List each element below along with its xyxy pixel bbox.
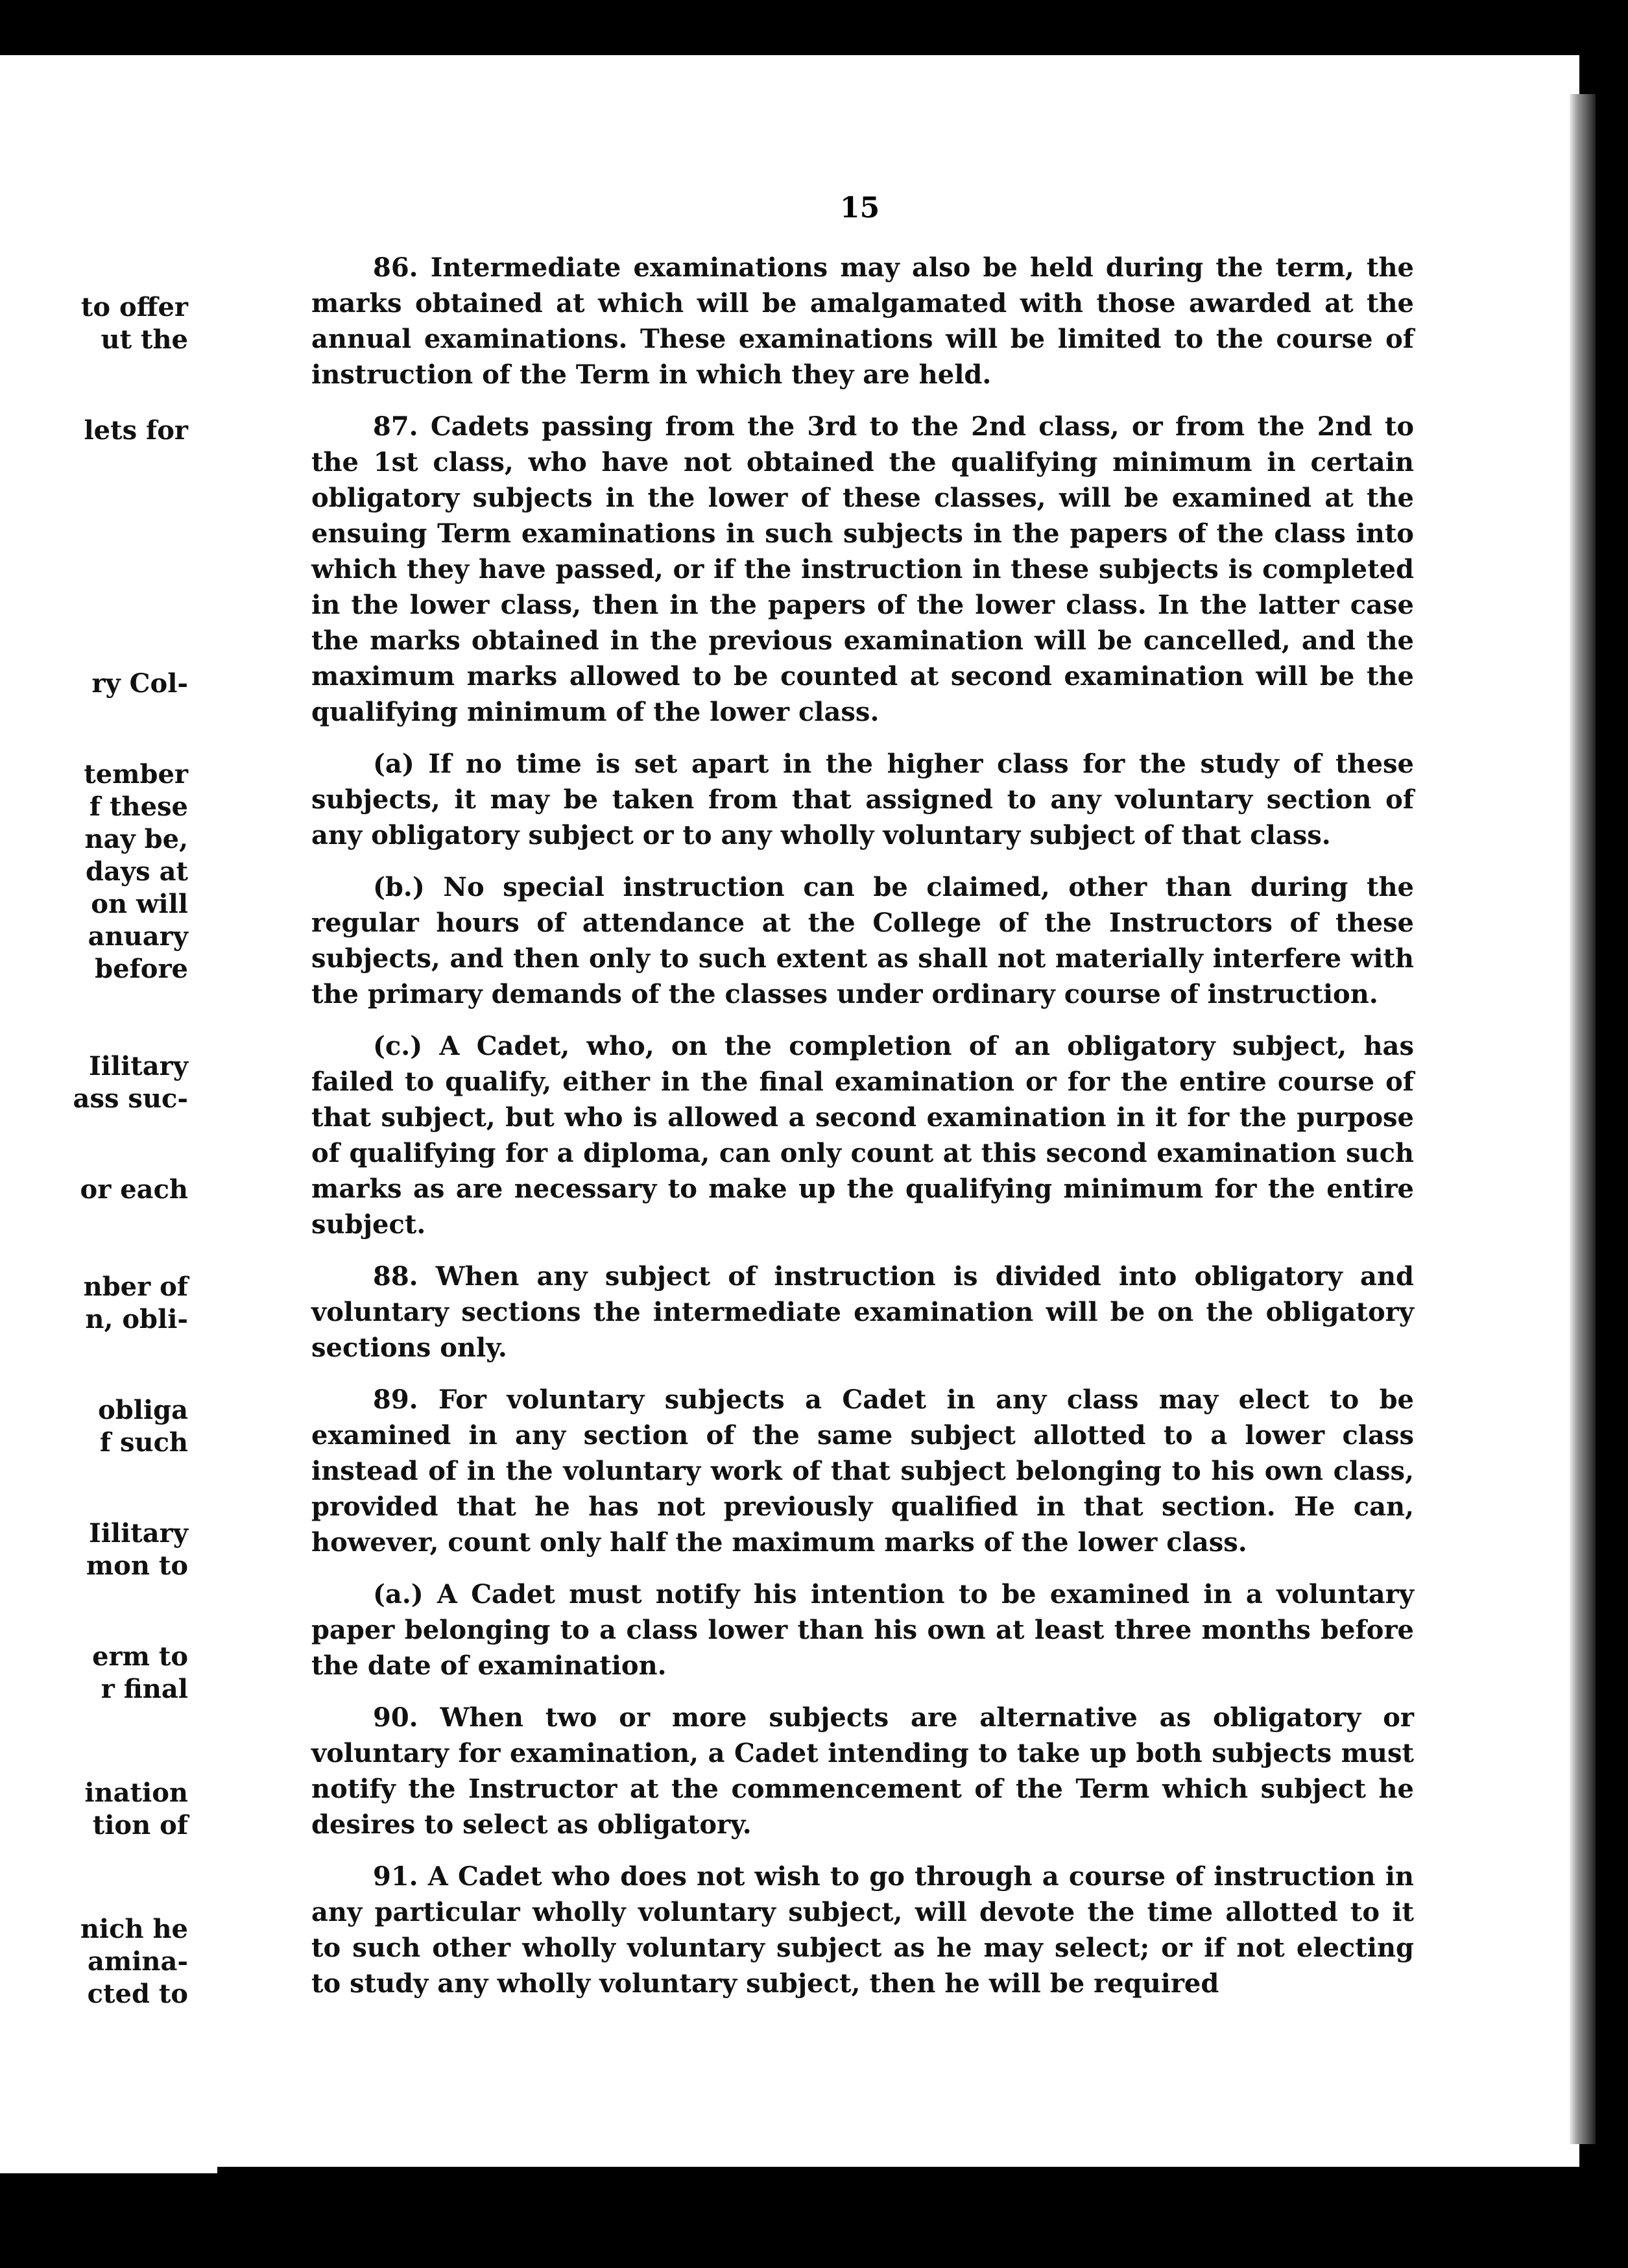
left-fragment: to offer [80,292,188,322]
left-fragment: or each [80,1174,188,1205]
left-fragment: nber of [83,1272,188,1302]
left-fragment: mon to [86,1550,188,1581]
paragraph-88: 88. When any subject of instruction is divided into obligatory and voluntary sections the intermediate examination will be on the obligatory sections only. [311,1261,1414,1363]
paragraph-91: 91. A Cadet who does not wish to go through a course of instruction in any particular wholly voluntary subject, will devote the time allotted to it to such other wholly voluntary subject as he may select; or if not electing to study any wholly voluntary subject, then he will be required [311,1861,1414,1999]
left-fragment: ry Col- [91,668,188,699]
left-fragment: ass suc- [73,1083,188,1114]
left-fragment: f these [89,791,188,822]
page-number: 15 [840,191,880,224]
left-fragment: cted to [87,1979,188,2009]
left-fragment: Iilitary [88,1051,188,1081]
left-fragment: f such [99,1427,188,1458]
left-fragment: amina- [87,1946,188,1977]
left-fragment: anuary [88,921,188,952]
left-fragment: ut the [101,324,188,355]
left-fragment: erm to [92,1641,188,1672]
right-page [217,55,1579,2167]
paragraph-86: 86. Intermediate examinations may also be held during the term, the marks obtained at which will be amalgamated with those awarded at the annual examinations. These examinations will be limited to the course of instruction of the Term in which they are held. [311,252,1414,390]
left-fragment: r final [101,1674,188,1704]
subparagraph-87b: (b.) No special instruction can be claimed, other than during the regular hours of attendance at the College of the Instructors of these subjects, and then only to such extent as shall not materially interfere with the primary demands of the classes under ordinary course of instruction. [311,872,1414,1009]
left-fragment: on will [91,889,188,919]
subparagraph-87c: (c.) A Cadet, who, on the completion of an obligatory subject, has failed to qualify, either in the final examination or for the entire course of that subject, but who is allowed a second examination in it for the purpose of qualifying for a diploma, can only count at this second examination such marks as are necessary to make up the qualifying minimum for the entire subject. [311,1031,1414,1240]
left-fragment: before [95,954,188,984]
gutter [195,55,217,2173]
page-body [311,250,1414,2018]
left-fragment: tion of [92,1810,188,1840]
paragraph-87: 87. Cadets passing from the 3rd to the 2nd class, or from the 2nd to the 1st class, who have not obtained the qualifying minimum in certain obligatory subjects in the lower of these classes, will be examined at the ensuing Term examinations in such subjects in the papers of the class into which they have passed, or if the instruction in these subjects is completed in the lower class, then in the papers of the lower class. In the latter case the marks obtained in the previous examination will be cancelled, and the maximum marks allowed to be counted at second examination will be the qualifying minimum of the lower class. [311,411,1414,727]
paragraph-90: 90. When two or more subjects are alternative as obligatory or voluntary for examination, a Cadet intending to take up both subjects must notify the Instructor at the commencement of the Term which subject he desires to select as obligatory. [311,1702,1414,1840]
left-fragment: obliga [98,1395,188,1425]
left-fragment: tember [84,759,188,790]
page-edge-shadow [1570,94,1596,2144]
left-fragment: days at [86,856,188,887]
left-fragment: nay be, [84,824,188,854]
left-fragment: ination [84,1778,188,1808]
subparagraph-87a: (a) If no time is set apart in the higher class for the study of these subjects, it may be taken from that assigned to any voluntary section of any obligatory subject or to any wholly voluntary subject of that class. [311,749,1414,850]
left-fragment: Iilitary [88,1518,188,1549]
subparagraph-89a: (a.) A Cadet must notify his intention to be examined in a voluntary paper belonging to a class lower than his own at least three months before the date of examination. [311,1579,1414,1681]
left-fragment: lets for [84,415,188,446]
left-fragment: n, obli- [85,1304,188,1334]
left-page [0,55,201,2173]
paragraph-89: 89. For voluntary subjects a Cadet in any class may elect to be examined in any section of the same subject allotted to a lower class instead of in the voluntary work of that subject belonging to his own class, provided that he has not previously qualified in that section. He can, however, count only half the maximum marks of the lower class. [311,1384,1414,1558]
left-fragment: nich he [80,1914,188,1944]
